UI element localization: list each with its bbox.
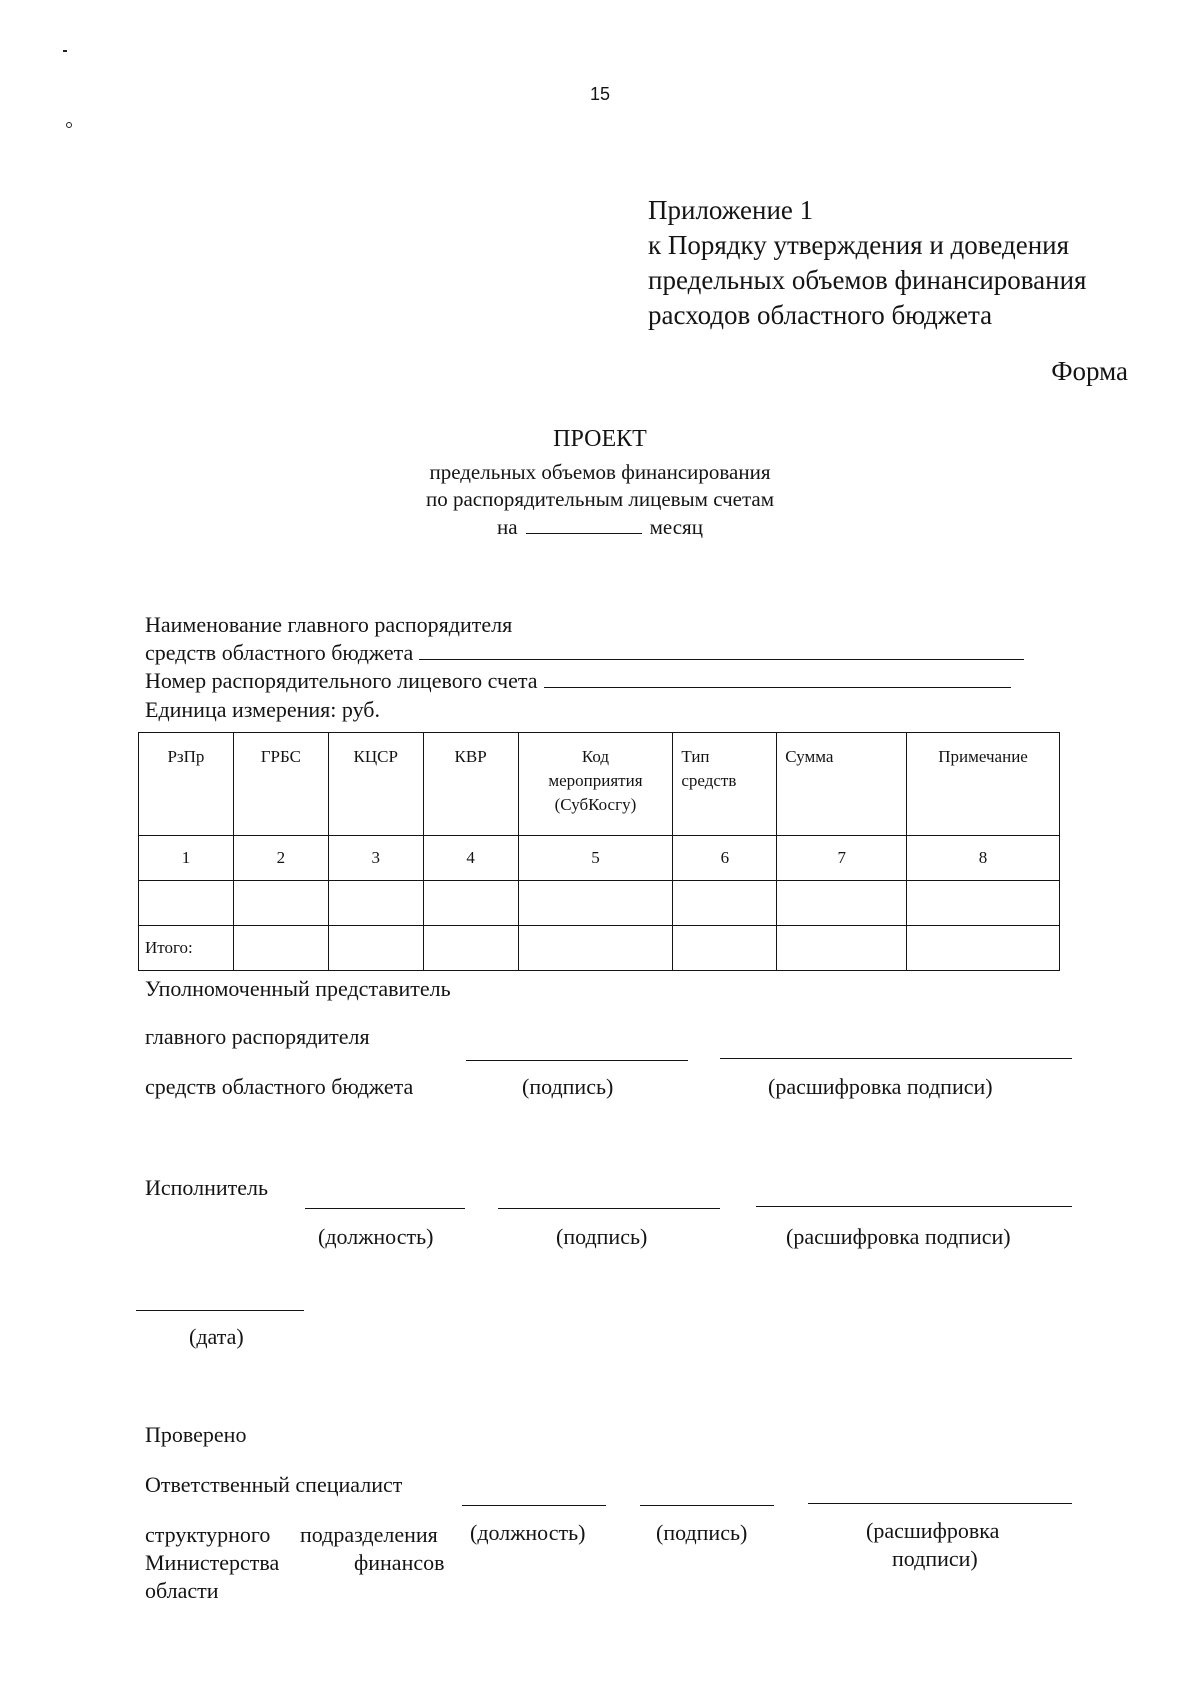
appendix-header — [648, 193, 1086, 333]
account-number-field[interactable] — [544, 669, 1011, 688]
month-line — [0, 515, 1200, 540]
column-number: 8 — [907, 836, 1060, 881]
authorized-signature-field[interactable] — [466, 1060, 688, 1061]
col-header-sum: Сумма — [777, 733, 907, 836]
appendix-line-4: расходов областного бюджета — [648, 300, 993, 330]
table-cell[interactable] — [907, 926, 1060, 971]
fund-type-line-2: средств — [681, 771, 737, 790]
account-label: Номер распорядительного лицевого счета — [145, 668, 538, 693]
checked-position-caption: (должность) — [470, 1520, 586, 1545]
info-line-1: Наименование главного распорядителя — [145, 612, 513, 637]
authorized-decoding-caption: (расшифровка подписи) — [768, 1074, 993, 1099]
column-number: 1 — [139, 836, 234, 881]
scan-speck — [63, 50, 67, 52]
table-cell[interactable] — [777, 926, 907, 971]
checked-position-field[interactable] — [462, 1505, 606, 1506]
event-code-line-2: мероприятия — [548, 771, 643, 790]
col-header-fund-type — [673, 733, 777, 836]
table-cell[interactable] — [233, 881, 328, 926]
checked-line-1: Ответственный специалист — [145, 1472, 403, 1497]
distributor-name-field[interactable] — [419, 641, 1024, 660]
document-subtitle-2: по распорядительным лицевым счетам — [425, 487, 775, 511]
table-cell[interactable] — [777, 881, 907, 926]
table-cell[interactable] — [423, 926, 518, 971]
col-header-grbs: ГРБС — [233, 733, 328, 836]
unit-line: Единица измерения: руб. — [145, 697, 380, 722]
checked-decoding-field[interactable] — [808, 1503, 1072, 1504]
col-header-rzpr: РзПр — [139, 733, 234, 836]
table-cell[interactable] — [907, 881, 1060, 926]
checked-line-3-word-1: Министерства — [145, 1550, 280, 1575]
column-number: 3 — [328, 836, 423, 881]
checked-decoding-caption-1: (расшифровка — [866, 1518, 1000, 1543]
date-caption: (дата) — [189, 1324, 244, 1349]
column-number: 2 — [233, 836, 328, 881]
col-header-kvr: КВР — [423, 733, 518, 836]
executor-decoding-caption: (расшифровка подписи) — [786, 1224, 1011, 1249]
executor-decoding-field[interactable] — [756, 1206, 1072, 1207]
scan-speck-circle — [66, 122, 72, 128]
column-number: 4 — [423, 836, 518, 881]
fund-type-line-1: Тип — [681, 747, 710, 766]
table-cell[interactable] — [233, 926, 328, 971]
table-cell[interactable] — [139, 881, 234, 926]
table-cell[interactable] — [328, 926, 423, 971]
event-code-line-3: (СубКосгу) — [554, 795, 637, 814]
col-header-note: Примечание — [907, 733, 1060, 836]
info-line-2 — [145, 640, 1024, 666]
column-number: 7 — [777, 836, 907, 881]
table-cell[interactable] — [673, 881, 777, 926]
document-title: ПРОЕКТ — [553, 426, 647, 452]
executor-signature-field[interactable] — [498, 1208, 720, 1209]
checked-line-3-word-2: финансов — [354, 1550, 445, 1575]
month-blank-field[interactable] — [526, 515, 642, 534]
month-suffix: месяц — [649, 515, 703, 539]
checked-line-4: области — [145, 1578, 219, 1603]
appendix-line-3: предельных объемов финансирования — [648, 265, 1087, 295]
executor-position-field[interactable] — [305, 1208, 465, 1209]
executor-signature-caption: (подпись) — [556, 1224, 648, 1249]
authorized-decoding-field[interactable] — [720, 1058, 1072, 1059]
table-row — [139, 881, 1060, 926]
page-number: 15 — [589, 84, 611, 104]
form-label: Форма — [1051, 356, 1128, 386]
table-numbering-row — [139, 836, 1060, 881]
column-number: 6 — [673, 836, 777, 881]
executor-position-caption: (должность) — [318, 1224, 434, 1249]
checked-line-2-word-1: структурного — [145, 1522, 271, 1547]
table-cell[interactable] — [673, 926, 777, 971]
checked-decoding-caption-2: подписи) — [892, 1546, 978, 1571]
appendix-line-1: Приложение 1 — [648, 195, 814, 225]
col-header-event-code — [518, 733, 673, 836]
authorized-signature-caption: (подпись) — [522, 1074, 614, 1099]
table-header-row — [139, 733, 1060, 836]
table-total-row — [139, 926, 1060, 971]
document-subtitle-1: предельных объемов финансирования — [429, 460, 771, 484]
info-line-3 — [145, 668, 1011, 694]
table-cell[interactable] — [423, 881, 518, 926]
checked-signature-field[interactable] — [640, 1505, 774, 1506]
column-number: 5 — [518, 836, 673, 881]
authorized-line-1: Уполномоченный представитель — [145, 976, 451, 1001]
executor-label: Исполнитель — [145, 1175, 269, 1200]
table-cell[interactable] — [328, 881, 423, 926]
event-code-line-1: Код — [581, 747, 610, 766]
date-field[interactable] — [136, 1310, 304, 1311]
checked-signature-caption: (подпись) — [656, 1520, 748, 1545]
authorized-line-3: средств областного бюджета — [145, 1074, 414, 1099]
checked-label: Проверено — [145, 1422, 247, 1447]
financing-table — [138, 732, 1060, 971]
appendix-line-2: к Порядку утверждения и доведения — [648, 230, 1070, 260]
month-prefix: на — [497, 515, 518, 539]
table-cell[interactable] — [518, 926, 673, 971]
col-header-kcsr: КЦСР — [328, 733, 423, 836]
budget-label: средств областного бюджета — [145, 640, 414, 665]
table-cell[interactable] — [518, 881, 673, 926]
checked-line-2-word-2: подразделения — [300, 1522, 438, 1547]
total-label: Итого: — [139, 926, 234, 971]
authorized-line-2: главного распорядителя — [145, 1024, 370, 1049]
